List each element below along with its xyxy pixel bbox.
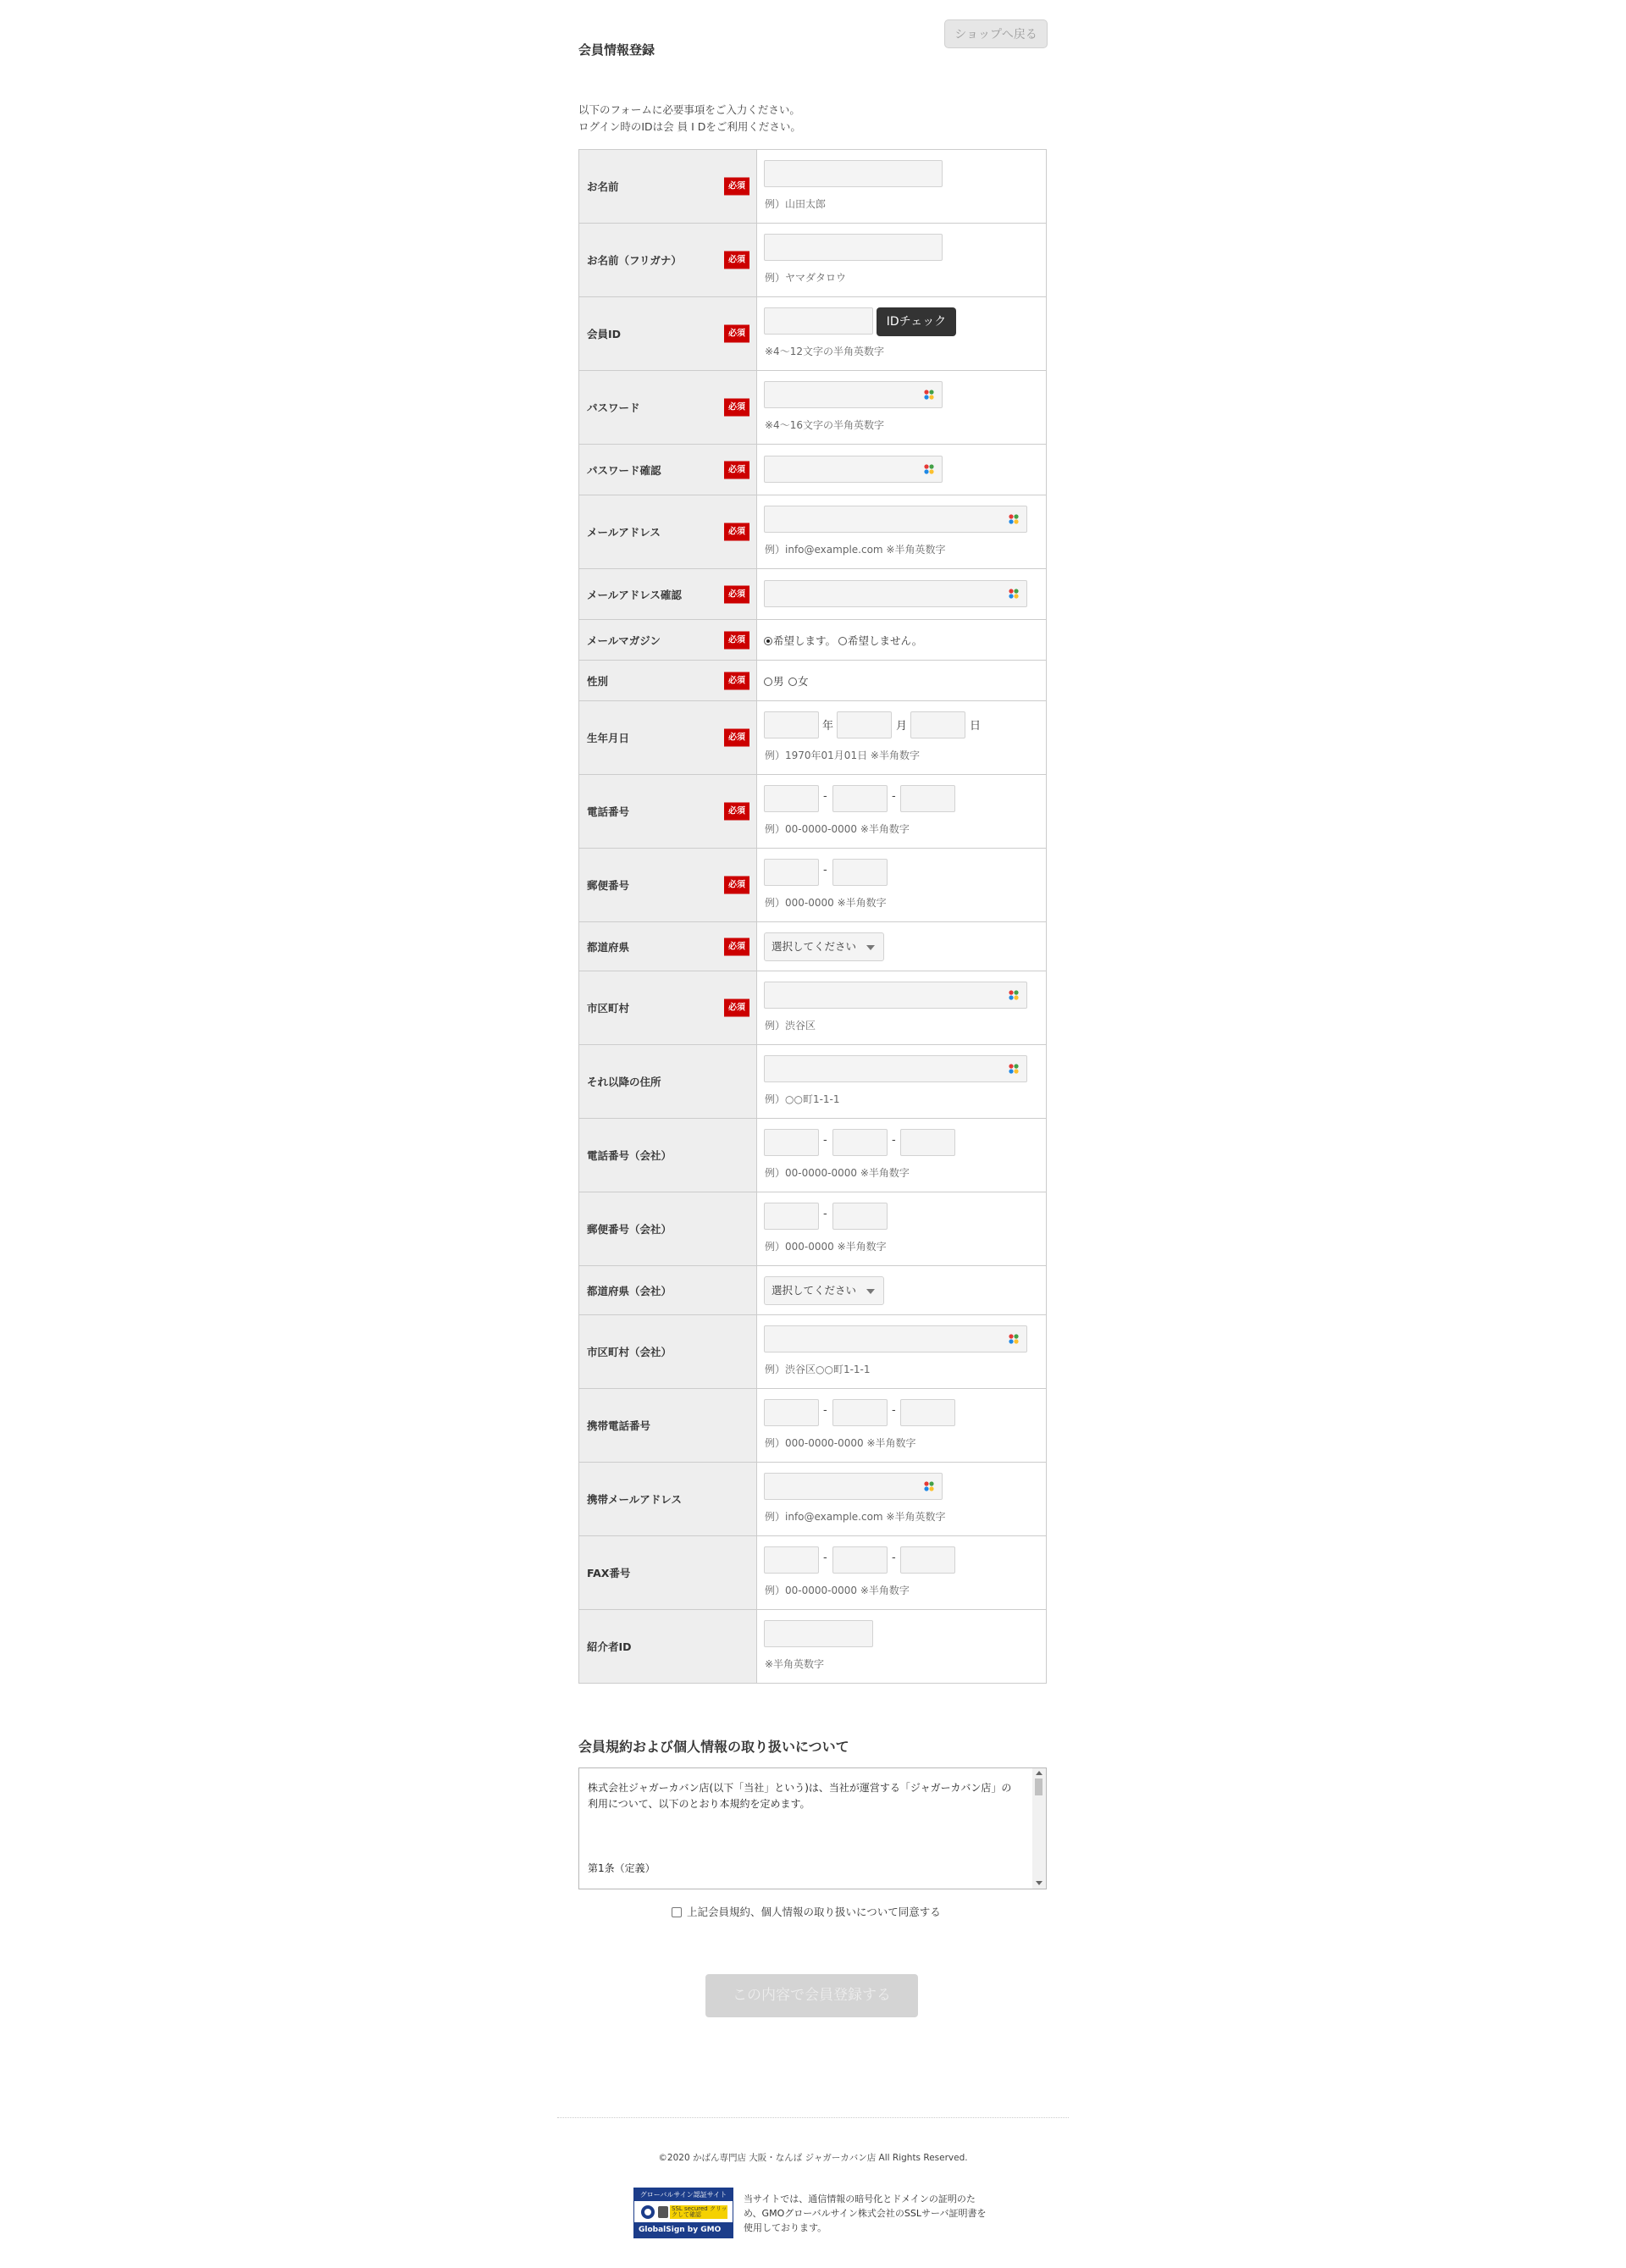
row-fax [579, 1536, 1047, 1610]
field-label: メールアドレス [587, 526, 661, 539]
field-hint: ※4～16文字の半角英数字 [765, 419, 884, 431]
magazine-no-radio[interactable] [838, 633, 922, 648]
field-label: 携帯電話番号 [587, 1419, 651, 1432]
terms-title: 会員規約および個人情報の取り扱いについて [578, 1739, 849, 1755]
required-badge: 必須 [724, 252, 749, 269]
name-input[interactable] [764, 160, 943, 187]
terms-textarea[interactable] [578, 1767, 1047, 1889]
password-manager-icon[interactable] [923, 1480, 935, 1492]
intro-line: 以下のフォームに必要事項をご入力ください。 [578, 103, 800, 116]
field-hint: 例）000-0000-0000 ※半角数字 [765, 1437, 916, 1449]
chevron-down-icon [866, 945, 875, 950]
password-manager-icon[interactable] [1008, 1063, 1020, 1075]
radio-label: 男 [773, 674, 784, 688]
intro-text [578, 102, 801, 136]
field-hint: 例）info@example.com ※半角英数字 [765, 1511, 946, 1523]
field-label: お名前 [587, 180, 619, 193]
password-manager-icon[interactable] [923, 389, 935, 401]
footer-divider [557, 2117, 1069, 2118]
registration-form [578, 149, 1047, 1684]
company-prefecture-select[interactable] [764, 1276, 884, 1305]
chevron-down-icon [866, 1289, 875, 1294]
gender-female-radio[interactable] [788, 673, 809, 689]
row-zip-company [579, 1192, 1047, 1266]
row-password-confirm [579, 445, 1047, 495]
field-hint: 例）000-0000 ※半角数字 [765, 897, 887, 909]
terms-content [588, 1780, 1020, 1877]
dash-separator: - [892, 1134, 896, 1147]
field-label: FAX番号 [587, 1567, 631, 1579]
field-label: 会員ID [587, 328, 622, 340]
row-zip [579, 849, 1047, 922]
field-label: 郵便番号 [587, 879, 630, 892]
birth-month-input[interactable] [837, 711, 892, 738]
password-input[interactable] [764, 381, 943, 408]
field-label: 性別 [587, 674, 609, 688]
row-name-kana [579, 224, 1047, 297]
required-badge: 必須 [724, 938, 749, 955]
required-badge: 必須 [724, 877, 749, 894]
ssl-description: 当サイトでは、通信情報の暗号化とドメインの証明のため、GMOグローバルサイン株式会社のSSLサーバ証明書を使用しております。 [744, 2193, 987, 2233]
field-hint: 例）00-0000-0000 ※半角数字 [765, 1167, 910, 1179]
company-city-input[interactable] [764, 1325, 1027, 1353]
email-confirm-input[interactable] [764, 580, 1027, 607]
intro-line: ログイン時のIDは会 員 I Dをご利用ください。 [578, 120, 801, 133]
required-badge: 必須 [724, 325, 749, 343]
row-referrer [579, 1610, 1047, 1684]
unit-label: 月 [896, 720, 908, 733]
radio-icon [788, 678, 797, 686]
company-phone-part1-input[interactable] [764, 1129, 819, 1156]
required-badge: 必須 [724, 178, 749, 196]
row-prefecture-company [579, 1266, 1047, 1315]
password-manager-icon[interactable] [1008, 1333, 1020, 1345]
field-label: 市区町村（会社） [587, 1346, 672, 1358]
row-magazine [579, 620, 1047, 661]
row-phone-company [579, 1119, 1047, 1192]
required-badge: 必須 [724, 399, 749, 417]
row-email-confirm [579, 569, 1047, 620]
field-hint: 例）渋谷区 [765, 1020, 816, 1032]
fax-part1-input[interactable] [764, 1546, 819, 1574]
birth-year-input[interactable] [764, 711, 819, 738]
submit-register-button[interactable]: この内容で会員登録する [705, 1974, 918, 2017]
dash-separator: - [892, 1552, 896, 1564]
company-phone-part3-input[interactable] [900, 1129, 955, 1156]
dash-separator: - [823, 864, 827, 877]
phone-part2-input[interactable] [832, 785, 888, 812]
fax-part3-input[interactable] [900, 1546, 955, 1574]
field-label: メールマガジン [587, 633, 661, 647]
field-hint: ※4～12文字の半角英数字 [765, 346, 884, 357]
password-manager-icon[interactable] [1008, 513, 1020, 525]
row-prefecture [579, 922, 1047, 971]
field-label: パスワード [587, 401, 640, 414]
zip-part1-input[interactable] [764, 859, 819, 886]
password-manager-icon[interactable] [923, 463, 935, 475]
unit-label: 日 [970, 720, 982, 733]
field-hint: 例）1970年01月01日 ※半角数字 [765, 750, 920, 761]
required-badge: 必須 [724, 672, 749, 689]
field-label: 市区町村 [587, 1002, 630, 1015]
dash-separator: - [892, 1404, 896, 1417]
back-to-shop-button[interactable]: ショップへ戻る [944, 19, 1048, 48]
member-id-input[interactable] [764, 307, 873, 335]
radio-selected-icon [764, 637, 772, 645]
field-label: 電話番号（会社） [587, 1149, 672, 1162]
radio-icon [764, 678, 772, 686]
field-hint: 例）00-0000-0000 ※半角数字 [765, 1585, 910, 1596]
seal-bottom-label: GlobalSign by GMO [634, 2222, 733, 2238]
address-input[interactable] [764, 1055, 1027, 1082]
page-title: 会員情報登録 [578, 42, 655, 58]
dash-separator: - [823, 1552, 827, 1564]
phone-part3-input[interactable] [900, 785, 955, 812]
required-badge: 必須 [724, 999, 749, 1017]
radio-label: 希望しません。 [848, 633, 923, 647]
phone-part1-input[interactable] [764, 785, 819, 812]
required-badge: 必須 [724, 803, 749, 821]
row-birthday [579, 701, 1047, 775]
radio-label: 希望します。 [773, 633, 837, 647]
company-phone-part2-input[interactable] [832, 1129, 888, 1156]
field-hint: 例）ヤマダタロウ [765, 272, 847, 284]
seal-top-label: グローバルサイン認証サイト [634, 2188, 733, 2201]
mobile-email-input[interactable] [764, 1473, 943, 1500]
scroll-down-icon[interactable] [1036, 1881, 1043, 1885]
field-label: 携帯メールアドレス [587, 1493, 682, 1506]
row-email [579, 495, 1047, 569]
birth-day-input[interactable] [910, 711, 965, 738]
copyright: ©2020 かばん専門店 大阪・なんば ジャガーカバン店 All Rights Reserved. [658, 2153, 968, 2163]
required-badge: 必須 [724, 729, 749, 747]
field-hint: 例）○○町1-1-1 [765, 1093, 840, 1105]
field-label: パスワード確認 [587, 463, 661, 477]
agree-label: 上記会員規約、個人情報の取り扱いについて同意する [687, 1906, 941, 1918]
field-label: 都道府県（会社） [587, 1284, 672, 1297]
dash-separator: - [892, 790, 896, 803]
seal-ssl [638, 2204, 729, 2221]
required-badge: 必須 [724, 585, 749, 603]
mobile-part3-input[interactable] [900, 1399, 955, 1426]
field-hint: 例）00-0000-0000 ※半角数字 [765, 823, 910, 835]
dash-separator: - [823, 1404, 827, 1417]
id-check-button[interactable]: IDチェック [877, 307, 956, 336]
row-city-company [579, 1315, 1047, 1389]
row-gender [579, 661, 1047, 701]
row-member-id [579, 297, 1047, 371]
company-zip-part2-input[interactable] [832, 1203, 888, 1230]
select-value: 選択してください [772, 940, 857, 953]
gender-male-radio[interactable] [764, 673, 784, 689]
field-label: メールアドレス確認 [587, 588, 682, 601]
scrollbar-thumb[interactable] [1035, 1778, 1043, 1795]
name-kana-input[interactable] [764, 234, 943, 261]
field-label: 電話番号 [587, 805, 630, 818]
field-hint: 例）000-0000 ※半角数字 [765, 1241, 887, 1253]
field-label: 郵便番号（会社） [587, 1223, 672, 1236]
row-phone [579, 775, 1047, 849]
field-hint: 例）山田太郎 [765, 198, 827, 210]
field-label: お名前（フリガナ） [587, 254, 682, 267]
row-password [579, 371, 1047, 445]
city-input[interactable] [764, 982, 1027, 1009]
password-confirm-input[interactable] [764, 456, 943, 483]
field-label: 紹介者ID [587, 1640, 632, 1653]
globalsign-seal[interactable] [633, 2188, 733, 2238]
row-address [579, 1045, 1047, 1119]
agree-checkbox[interactable] [672, 1904, 941, 1919]
dash-separator: - [823, 1134, 827, 1147]
required-badge: 必須 [724, 631, 749, 649]
field-hint: 例）渋谷区○○町1-1-1 [765, 1364, 871, 1375]
terms-paragraph: 株式会社ジャガーカバン店(以下「当社」という)は、当社が運営する「ジャガーカバン店」の利用について、以下のとおり本規約を定めます。 [588, 1782, 1012, 1810]
prefecture-select[interactable] [764, 932, 884, 961]
magazine-yes-radio[interactable] [764, 633, 836, 648]
mobile-part2-input[interactable] [832, 1399, 888, 1426]
field-label: それ以降の住所 [587, 1076, 661, 1088]
dash-separator: - [823, 1208, 827, 1220]
dash-separator: - [823, 790, 827, 803]
zip-part2-input[interactable] [832, 859, 888, 886]
mobile-part1-input[interactable] [764, 1399, 819, 1426]
company-zip-part1-input[interactable] [764, 1203, 819, 1230]
scroll-up-icon[interactable] [1036, 1771, 1043, 1775]
field-hint: 例）info@example.com ※半角英数字 [765, 544, 946, 556]
email-input[interactable] [764, 506, 1027, 533]
required-badge: 必須 [724, 461, 749, 478]
field-hint: ※半角英数字 [765, 1658, 825, 1670]
checkbox-icon[interactable] [672, 1907, 682, 1917]
password-manager-icon[interactable] [1008, 989, 1020, 1001]
row-mobile [579, 1389, 1047, 1463]
row-city [579, 971, 1047, 1045]
field-label: 生年月日 [587, 732, 630, 744]
required-badge: 必須 [724, 523, 749, 541]
radio-icon [838, 637, 847, 645]
select-value: 選択してください [772, 1284, 857, 1297]
seal-ssl-label: SSL secured クリックして確認 [672, 2206, 727, 2218]
radio-label: 女 [798, 674, 809, 688]
fax-part2-input[interactable] [832, 1546, 888, 1574]
password-manager-icon[interactable] [1008, 588, 1020, 600]
unit-label: 年 [822, 720, 834, 733]
field-label: 都道府県 [587, 940, 630, 954]
row-name [579, 150, 1047, 224]
row-mobile-email [579, 1463, 1047, 1536]
terms-heading: 第1条（定義） [588, 1862, 655, 1874]
referrer-id-input[interactable] [764, 1620, 873, 1647]
terms-scrollbar[interactable] [1032, 1768, 1046, 1889]
